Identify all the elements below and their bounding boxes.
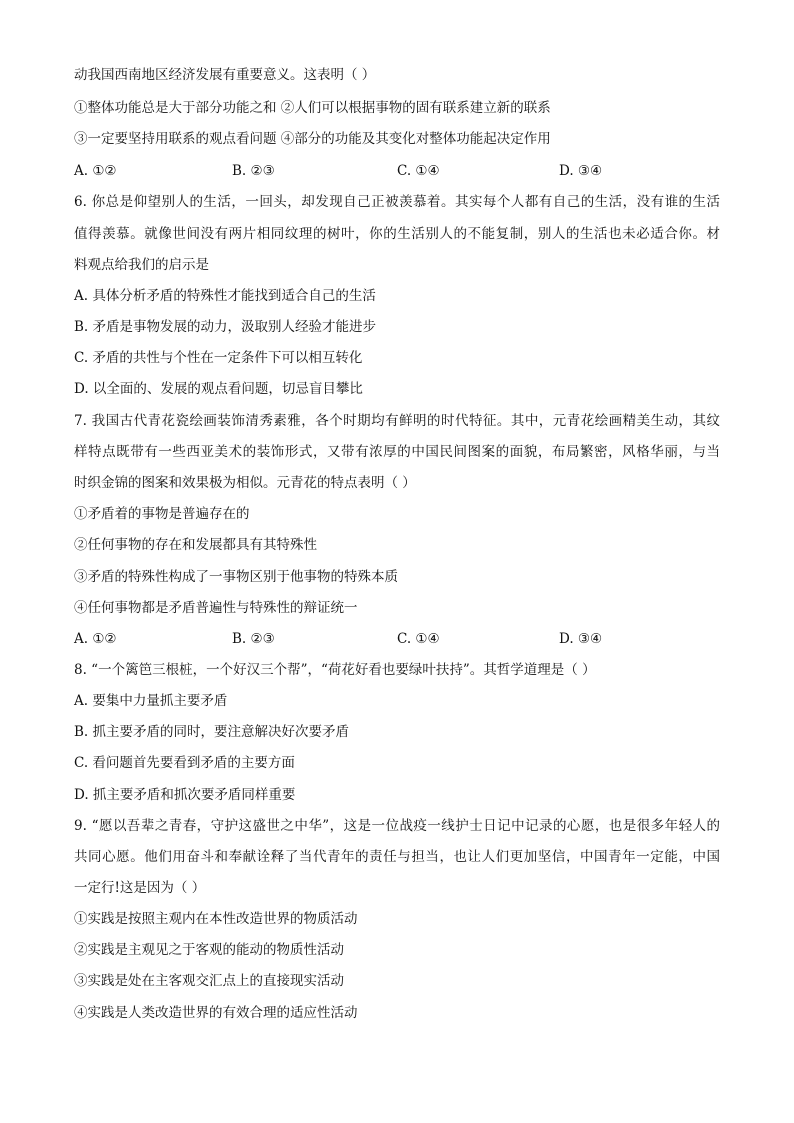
q5-statement-line-2: ③一定要坚持用联系的观点看问题 ④部分的功能及其变化对整体功能起决定作用 — [74, 131, 551, 147]
q7-statement-1: ①矛盾着的事物是普遍存在的 — [74, 506, 250, 522]
q9-stem-line-3: 一定行!这是因为（ ） — [74, 880, 206, 896]
q7-stem-line-3: 时织金锦的图案和效果极为相似。元青花的特点表明（ ） — [74, 475, 416, 491]
q6-option-b[interactable]: B. 矛盾是事物发展的动力，汲取别人经验才能进步 — [74, 319, 377, 335]
q5-choice-c[interactable]: C. ①④ — [397, 163, 440, 179]
q7-choice-b[interactable]: B. ②③ — [232, 631, 275, 647]
q9-stem-line-2: 共同心愿。他们用奋斗和奉献诠释了当代青年的责任与担当，也让人们更加坚信，中国青年一定能，中国 — [74, 849, 720, 865]
q6-option-a[interactable]: A. 具体分析矛盾的特殊性才能找到适合自己的生活 — [74, 288, 376, 304]
q8-option-d[interactable]: D. 抓主要矛盾和抓次要矛盾同样重要 — [74, 787, 296, 803]
q6-stem-line-3: 料观点给我们的启示是 — [74, 257, 209, 273]
q6-option-d[interactable]: D. 以全面的、发展的观点看问题，切忌盲目攀比 — [74, 381, 363, 397]
q5-choice-d[interactable]: D. ③④ — [559, 163, 603, 179]
q9-stem-line-1: 9. “愿以吾辈之青春，守护这盛世之中华”，这是一位战疫一线护士日记中记录的心愿，也是很多年轻人的 — [74, 818, 720, 834]
q7-choice-a[interactable]: A. ①② — [74, 631, 117, 647]
q6-option-c[interactable]: C. 矛盾的共性与个性在一定条件下可以相互转化 — [74, 350, 363, 366]
q7-statement-2: ②任何事物的存在和发展都具有其特殊性 — [74, 537, 317, 553]
q8-option-a[interactable]: A. 要集中力量抓主要矛盾 — [74, 693, 228, 709]
q9-statement-4: ④实践是人类改造世界的有效合理的适应性活动 — [74, 1005, 358, 1021]
q8-option-b[interactable]: B. 抓主要矛盾的同时，要注意解决好次要矛盾 — [74, 724, 350, 740]
q7-stem-line-1: 7. 我国古代青花瓷绘画装饰清秀素雅，各个时期均有鲜明的时代特征。其中，元青花绘画精美生动，其纹 — [74, 413, 720, 429]
q7-statement-4: ④任何事物都是矛盾普遍性与特殊性的辩证统一 — [74, 600, 358, 616]
q8-option-c[interactable]: C. 看问题首先要看到矛盾的主要方面 — [74, 755, 295, 771]
q6-stem-line-2: 值得羡慕。就像世间没有两片相同纹理的树叶，你的生活别人的不能复制，别人的生活也未必适合你。材 — [74, 226, 720, 242]
q7-choices — [74, 629, 714, 649]
q5-choice-b[interactable]: B. ②③ — [232, 163, 275, 179]
q7-choice-d[interactable]: D. ③④ — [559, 631, 603, 647]
q7-choice-c[interactable]: C. ①④ — [397, 631, 440, 647]
q6-stem-line-1: 6. 你总是仰望别人的生活，一回头，却发现自己正被羡慕着。其实每个人都有自己的生活，没有谁的生活 — [74, 194, 720, 210]
q9-statement-3: ③实践是处在主客观交汇点上的直接现实活动 — [74, 973, 344, 989]
q7-stem-line-2: 样特点既带有一些西亚美术的装饰形式，又带有浓厚的中国民间图案的面貌，布局繁密，风格华丽，与当 — [74, 444, 720, 460]
q5-statement-line-1: ①整体功能总是大于部分功能之和 ②人们可以根据事物的固有联系建立新的联系 — [74, 100, 551, 116]
q7-statement-3: ③矛盾的特殊性构成了一事物区别于他事物的特殊本质 — [74, 569, 398, 585]
q5-stem-line: 动我国西南地区经济发展有重要意义。这表明（ ） — [74, 67, 376, 83]
q5-choice-a[interactable]: A. ①② — [74, 163, 117, 179]
q9-statement-2: ②实践是主观见之于客观的能动的物质性活动 — [74, 942, 344, 958]
q8-stem-line-1: 8. “一个篱笆三根桩，一个好汉三个帮”，“荷花好看也要绿叶扶持”。其哲学道理是（ ） — [74, 662, 596, 678]
q5-choices — [74, 161, 714, 181]
q9-statement-1: ①实践是按照主观内在本性改造世界的物质活动 — [74, 911, 358, 927]
